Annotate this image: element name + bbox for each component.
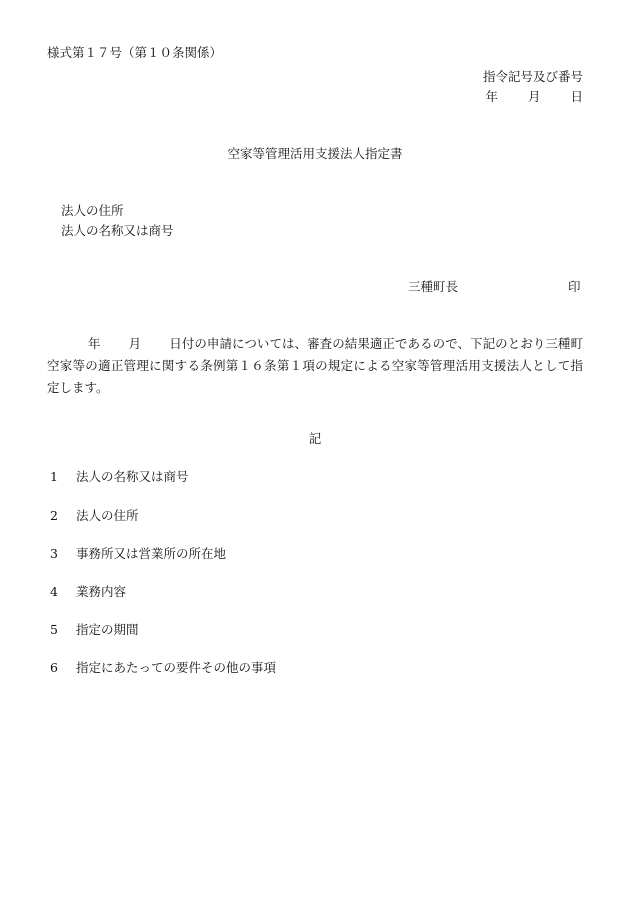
item-label: 指定の期間 xyxy=(76,622,139,637)
item-label: 法人の住所 xyxy=(76,508,139,523)
body-text: 日付の申請については、審査の結果適正であるので、下記のとおり三種町空家等の適正管理に関する条例第１６条第１項の規定による空家等管理活用支援法人として指定します。 xyxy=(47,336,583,395)
list-item xyxy=(50,548,226,561)
date-month: 月 xyxy=(527,89,541,104)
item-number: 4 xyxy=(50,584,58,599)
item-number: 3 xyxy=(50,546,58,561)
item-number: 2 xyxy=(50,508,58,523)
list-item xyxy=(50,471,189,484)
date-line xyxy=(485,91,583,104)
body-paragraph xyxy=(47,333,583,399)
issuer-name: 三種町長 xyxy=(408,279,459,294)
designation-code: 指令記号及び番号 xyxy=(482,69,583,84)
list-item xyxy=(50,510,139,523)
item-label: 事務所又は営業所の所在地 xyxy=(76,546,227,561)
date-day: 日 xyxy=(570,89,583,104)
list-item xyxy=(50,662,276,675)
body-year: 年 xyxy=(88,336,101,351)
date-year: 年 xyxy=(485,89,498,104)
recipient-address-label: 法人の住所 xyxy=(61,203,124,218)
form-number: 様式第１７号（第１０条関係） xyxy=(47,45,223,60)
body-month: 月 xyxy=(128,336,142,351)
item-number: 1 xyxy=(50,469,58,484)
list-item xyxy=(50,586,126,599)
document-title: 空家等管理活用支援法人指定書 xyxy=(227,146,403,161)
list-item xyxy=(50,624,139,637)
item-label: 指定にあたっての要件その他の事項 xyxy=(76,660,277,675)
ki-heading: 記 xyxy=(308,431,322,446)
item-number: 6 xyxy=(50,660,58,675)
item-label: 業務内容 xyxy=(76,584,127,599)
recipient-name-label: 法人の名称又は商号 xyxy=(61,223,174,238)
item-label: 法人の名称又は商号 xyxy=(76,469,189,484)
issuer-seal: 印 xyxy=(568,279,581,294)
item-number: 5 xyxy=(50,622,58,637)
